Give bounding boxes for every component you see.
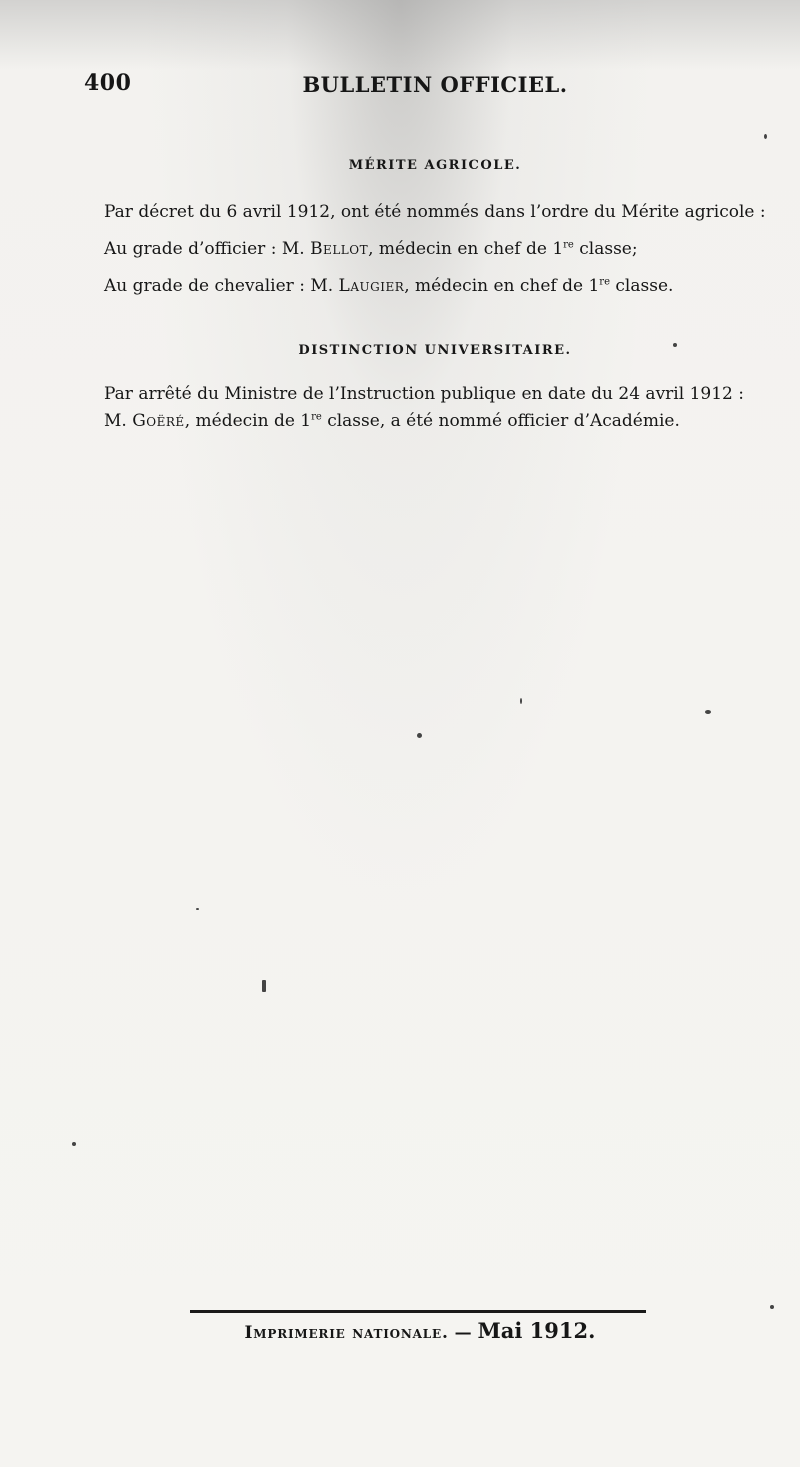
officer-rank: , médecin en chef de 1 xyxy=(368,239,564,259)
academie-line xyxy=(104,411,680,431)
scan-speck xyxy=(417,733,422,738)
academie-rank: , médecin de 1 xyxy=(184,411,312,431)
imprint-separator: — xyxy=(448,1323,478,1343)
imprint-line xyxy=(0,1318,800,1343)
scan-speck xyxy=(72,1142,76,1146)
officer-name: Bellot xyxy=(310,239,369,259)
arrete-line: Par arrêté du Ministre de l’Instruction publique en date du 24 avril 1912 : xyxy=(104,384,744,404)
officer-line xyxy=(104,239,638,259)
academie-prefix: M. xyxy=(104,411,133,431)
chevalier-name: Laugier xyxy=(338,276,405,296)
academie-ordinal: re xyxy=(311,411,322,423)
scan-speck xyxy=(262,980,266,992)
printer-name: Imprimerie nationale. xyxy=(244,1323,449,1343)
academie-name: Goëré xyxy=(132,411,185,431)
scan-speck xyxy=(705,710,711,714)
officer-suffix: classe; xyxy=(573,239,638,259)
chevalier-suffix: classe. xyxy=(610,276,674,296)
imprint-date: Mai 1912. xyxy=(477,1318,596,1343)
officer-ordinal: re xyxy=(563,239,574,251)
scan-speck xyxy=(520,698,522,704)
scan-shadow xyxy=(0,0,800,70)
footer-rule xyxy=(190,1310,646,1313)
section-heading-merite: MÉRITE AGRICOLE. xyxy=(348,158,522,173)
scan-speck xyxy=(770,1305,774,1309)
scan-speck xyxy=(196,908,199,910)
chevalier-ordinal: re xyxy=(599,276,610,288)
running-title: BULLETIN OFFICIEL. xyxy=(302,72,568,97)
chevalier-rank: , médecin en chef de 1 xyxy=(404,276,600,296)
chevalier-prefix: Au grade de chevalier : M. xyxy=(104,276,339,296)
officer-prefix: Au grade d’officier : M. xyxy=(104,239,311,259)
decree-line: Par décret du 6 avril 1912, ont été nommés dans l’ordre du Mérite agricole : xyxy=(104,202,766,222)
scan-speck xyxy=(764,134,767,139)
chevalier-line xyxy=(104,276,673,296)
academie-suffix: classe, a été nommé officier d’Académie. xyxy=(321,411,680,431)
section-heading-distinction: DISTINCTION UNIVERSITAIRE. xyxy=(298,343,572,358)
page-number: 400 xyxy=(84,70,132,96)
